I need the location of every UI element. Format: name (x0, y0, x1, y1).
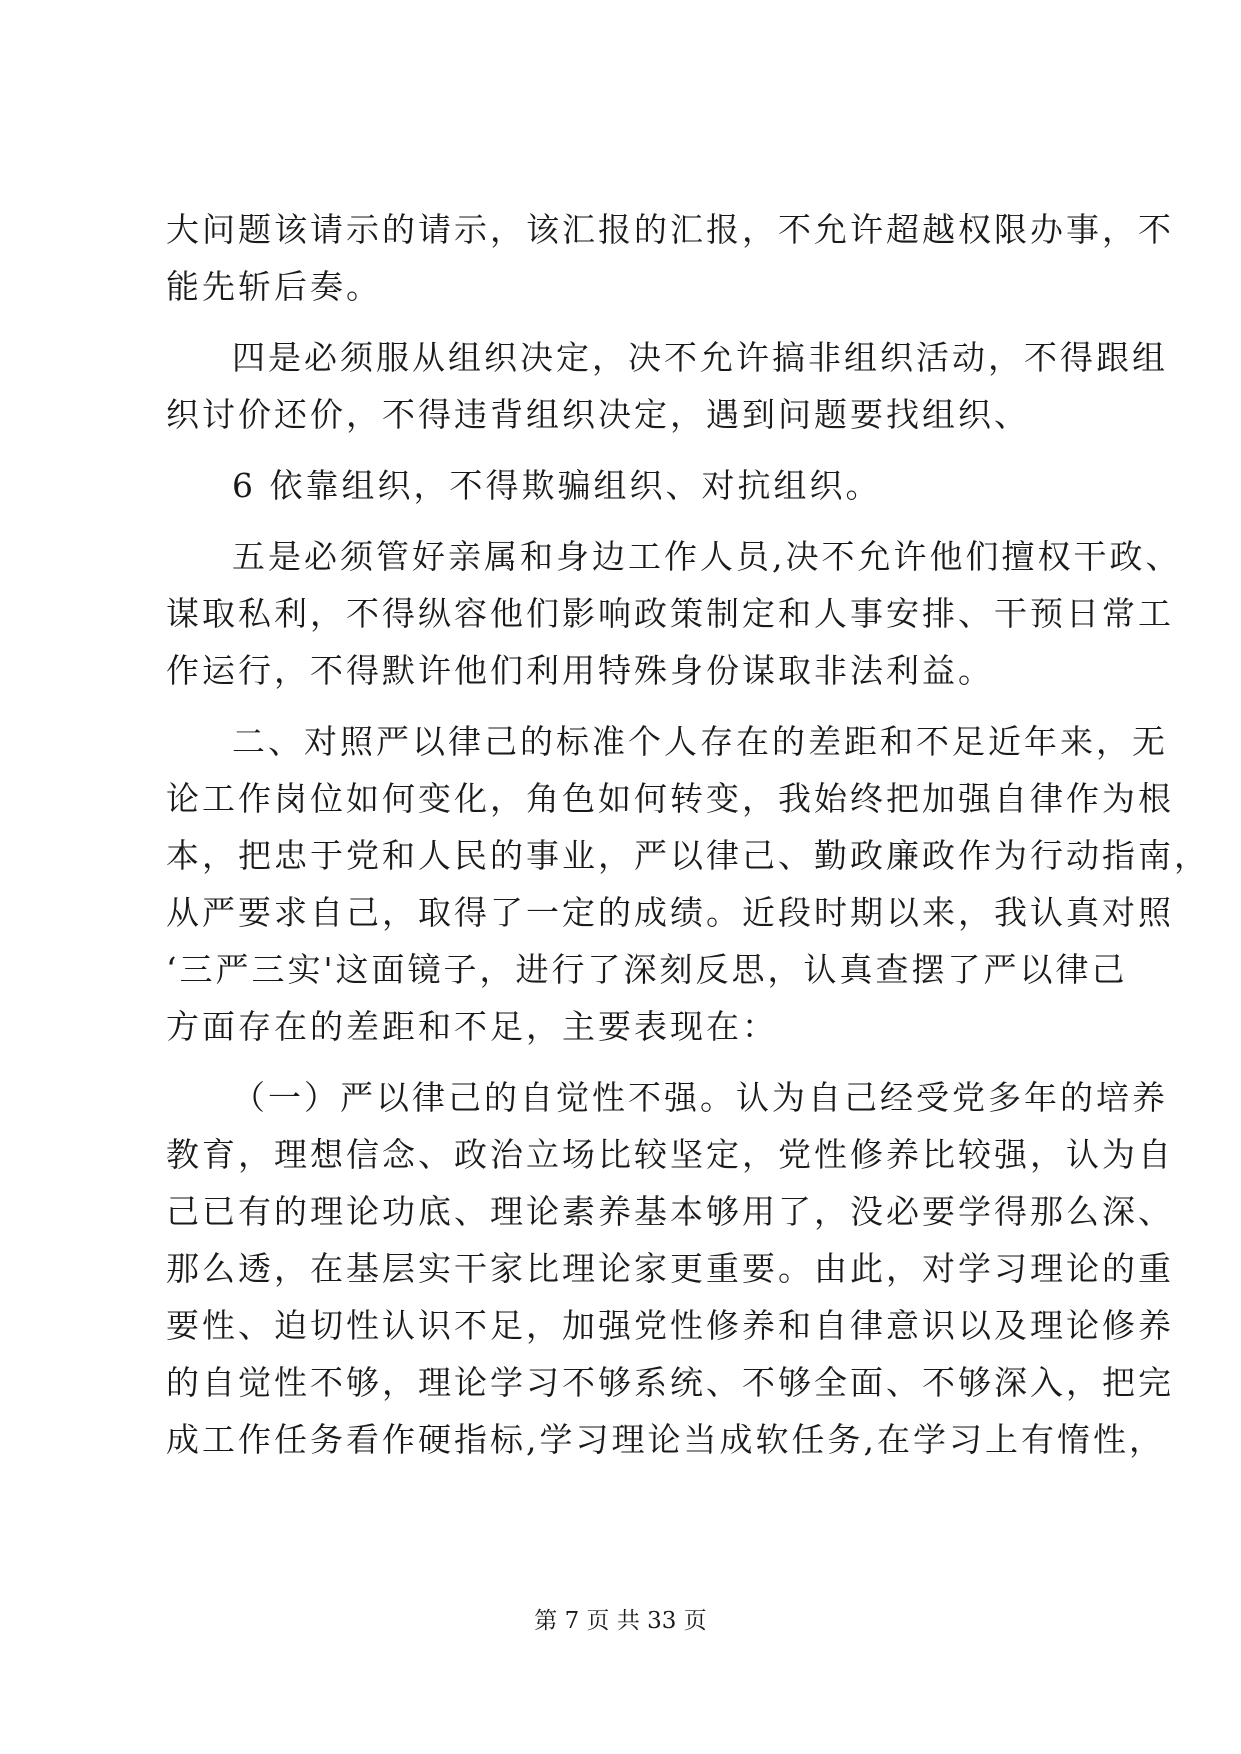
text-line: 教育，理想信念、政治立场比较坚定，党性修养比较强，认为自 (166, 1135, 1174, 1174)
text-line: 要性、迫切性认识不足，加强党性修养和自律意识以及理论修养 (166, 1306, 1174, 1345)
text-line: 作运行，不得默许他们利用特殊身份谋取非法利益。 (166, 651, 994, 690)
text-line: 织讨价还价，不得违背组织决定，遇到问题要找组织、 (166, 395, 1030, 434)
text-line: 五是必须管好亲属和身边工作人员,决不允许他们擅权干政、 (232, 537, 1182, 576)
text-line: 6 依靠组织，不得欺骗组织、对抗组织。 (232, 466, 882, 505)
text-line: 己已有的理论功底、理论素养基本够用了，没必要学得那么深、 (166, 1192, 1174, 1231)
text-line: （一）严以律己的自觉性不强。认为自己经受党多年的培养 (232, 1078, 1168, 1117)
text-line: 的自觉性不够，理论学习不够系统、不够全面、不够深入，把完 (166, 1363, 1174, 1402)
page-footer: 第 7 页 共 33 页 (534, 1608, 707, 1634)
text-line: 方面存在的差距和不足，主要表现在： (166, 1007, 778, 1046)
text-line: 成工作任务看作硬指标,学习理论当成软任务,在学习上有惰性， (166, 1420, 1165, 1459)
text-line: 四是必须服从组织决定，决不允许搞非组织活动，不得跟组 (232, 338, 1168, 377)
text-line: 从严要求自己，取得了一定的成绩。近段时期以来，我认真对照 (166, 893, 1174, 932)
text-line: 那么透，在基层实干家比理论家更重要。由此，对学习理论的重 (166, 1249, 1174, 1288)
text-line: 谋取私利，不得纵容他们影响政策制定和人事安排、干预日常工 (166, 594, 1174, 633)
text-line: ‘三严三实'这面镜子，进行了深刻反思，认真查摆了严以律己 (166, 950, 1128, 989)
text-line: 本，把忠于党和人民的事业，严以律己、勤政廉政作为行动指南， (166, 836, 1210, 875)
text-line: 二、对照严以律己的标准个人存在的差距和不足近年来，无 (232, 722, 1168, 761)
text-line: 论工作岗位如何变化，角色如何转变，我始终把加强自律作为根 (166, 779, 1174, 818)
text-line: 大问题该请示的请示，该汇报的汇报，不允许超越权限办事，不 (166, 210, 1174, 249)
text-line: 能先斩后奏。 (166, 267, 382, 306)
